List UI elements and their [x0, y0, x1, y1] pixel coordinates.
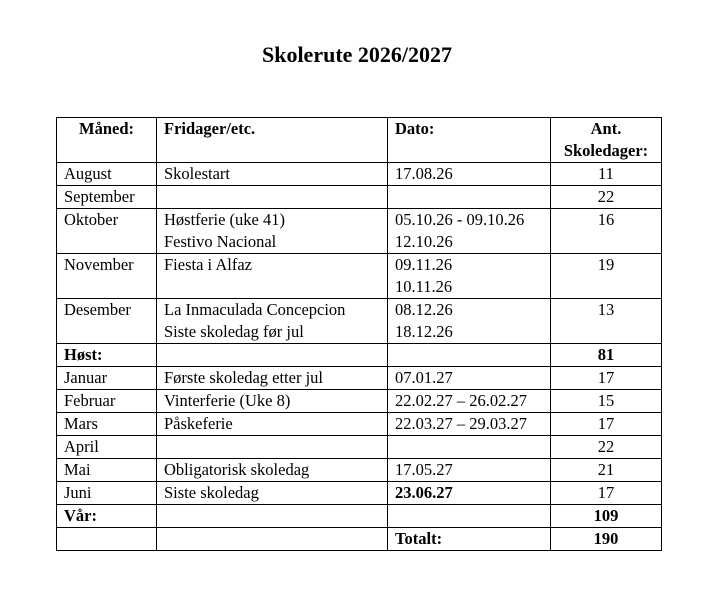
month-cell: Februar — [57, 390, 157, 413]
school-days-cell: 22 — [551, 186, 662, 209]
total-empty-month — [57, 528, 157, 551]
total-days: 190 — [551, 528, 662, 551]
date-cell — [388, 505, 551, 528]
event-text — [164, 186, 380, 208]
date-text: 10.11.26 — [395, 277, 453, 296]
date-cell — [388, 459, 551, 482]
events-cell — [157, 344, 388, 367]
header-date: Dato: — [388, 118, 551, 163]
month-cell: Desember — [57, 299, 157, 344]
header-school-days-line2: Skoledager: — [563, 141, 649, 160]
date-text — [395, 344, 543, 366]
events-cell — [157, 163, 388, 186]
table-row — [57, 482, 662, 505]
event-text: Første skoledag etter jul — [164, 368, 324, 387]
school-days-cell: 17 — [551, 367, 662, 390]
school-days-cell: 11 — [551, 163, 662, 186]
total-empty-events — [157, 528, 388, 551]
month-cell: September — [57, 186, 157, 209]
header-school-days — [551, 118, 662, 163]
month-cell: Januar — [57, 367, 157, 390]
table-header-row — [57, 118, 662, 163]
header-holidays: Fridager/etc. — [157, 118, 388, 163]
school-days-cell: 19 — [551, 254, 662, 299]
table-row — [57, 413, 662, 436]
event-text: La Inmaculada Concepcion — [164, 300, 346, 319]
event-text: Festivo Nacional — [164, 232, 277, 251]
event-text: Siste skoledag før jul — [164, 322, 304, 341]
date-text: 08.12.26 — [395, 300, 453, 319]
date-cell — [388, 254, 551, 299]
school-days-cell: 13 — [551, 299, 662, 344]
event-text — [164, 436, 380, 458]
table-row — [57, 505, 662, 528]
date-cell — [388, 163, 551, 186]
date-text — [395, 505, 543, 527]
events-cell — [157, 459, 388, 482]
event-text — [164, 276, 380, 298]
table-row — [57, 459, 662, 482]
events-cell — [157, 505, 388, 528]
date-text: 18.12.26 — [395, 322, 453, 341]
month-cell: Mars — [57, 413, 157, 436]
event-text: Påskeferie — [164, 414, 233, 433]
table-row — [57, 299, 662, 344]
event-text: Vinterferie (Uke 8) — [164, 391, 291, 410]
school-days-cell: 17 — [551, 482, 662, 505]
events-cell — [157, 482, 388, 505]
school-days-cell: 109 — [551, 505, 662, 528]
school-days-cell: 21 — [551, 459, 662, 482]
event-text — [164, 505, 380, 527]
date-cell — [388, 436, 551, 459]
events-cell — [157, 436, 388, 459]
table-row — [57, 254, 662, 299]
events-cell — [157, 186, 388, 209]
date-text: 22.02.27 – 26.02.27 — [395, 391, 527, 410]
month-cell: Juni — [57, 482, 157, 505]
school-days-cell: 22 — [551, 436, 662, 459]
date-cell — [388, 413, 551, 436]
events-cell — [157, 299, 388, 344]
date-cell — [388, 209, 551, 254]
total-row — [57, 528, 662, 551]
school-days-cell: 81 — [551, 344, 662, 367]
school-days-cell: 16 — [551, 209, 662, 254]
table-row — [57, 163, 662, 186]
events-cell — [157, 209, 388, 254]
event-text: Fiesta i Alfaz — [164, 255, 252, 274]
date-cell — [388, 367, 551, 390]
date-text: 22.03.27 – 29.03.27 — [395, 414, 527, 433]
date-text: 17.08.26 — [395, 164, 453, 183]
events-cell — [157, 254, 388, 299]
header-month: Måned: — [57, 118, 157, 163]
date-text: 23.06.27 — [395, 483, 453, 502]
table-body — [57, 163, 662, 528]
date-text: 17.05.27 — [395, 460, 453, 479]
month-cell: Vår: — [57, 505, 157, 528]
school-days-cell: 17 — [551, 413, 662, 436]
event-text: Høstferie (uke 41) — [164, 210, 285, 229]
event-text — [164, 344, 380, 366]
total-label: Totalt: — [388, 528, 551, 551]
events-cell — [157, 413, 388, 436]
date-text: 07.01.27 — [395, 368, 453, 387]
date-text: 05.10.26 - 09.10.26 — [395, 210, 525, 229]
table-row — [57, 367, 662, 390]
date-text — [395, 186, 543, 208]
date-cell — [388, 186, 551, 209]
event-text: Obligatorisk skoledag — [164, 460, 310, 479]
month-cell: Mai — [57, 459, 157, 482]
events-cell — [157, 367, 388, 390]
date-cell — [388, 299, 551, 344]
event-text: Skolestart — [164, 164, 230, 183]
date-cell — [388, 390, 551, 413]
date-cell — [388, 482, 551, 505]
date-text: 09.11.26 — [395, 255, 453, 274]
table-row — [57, 436, 662, 459]
month-cell: Høst: — [57, 344, 157, 367]
month-cell: August — [57, 163, 157, 186]
table-row — [57, 344, 662, 367]
date-text — [395, 436, 543, 458]
header-school-days-line1: Ant. — [590, 119, 622, 138]
month-cell: November — [57, 254, 157, 299]
month-cell: Oktober — [57, 209, 157, 254]
date-cell — [388, 344, 551, 367]
school-calendar-table — [56, 117, 662, 551]
school-days-cell: 15 — [551, 390, 662, 413]
table-row — [57, 209, 662, 254]
events-cell — [157, 390, 388, 413]
event-text: Siste skoledag — [164, 483, 259, 502]
month-cell: April — [57, 436, 157, 459]
date-text: 12.10.26 — [395, 232, 453, 251]
table-row — [57, 186, 662, 209]
table-row — [57, 390, 662, 413]
page-title: Skolerute 2026/2027 — [261, 42, 453, 67]
